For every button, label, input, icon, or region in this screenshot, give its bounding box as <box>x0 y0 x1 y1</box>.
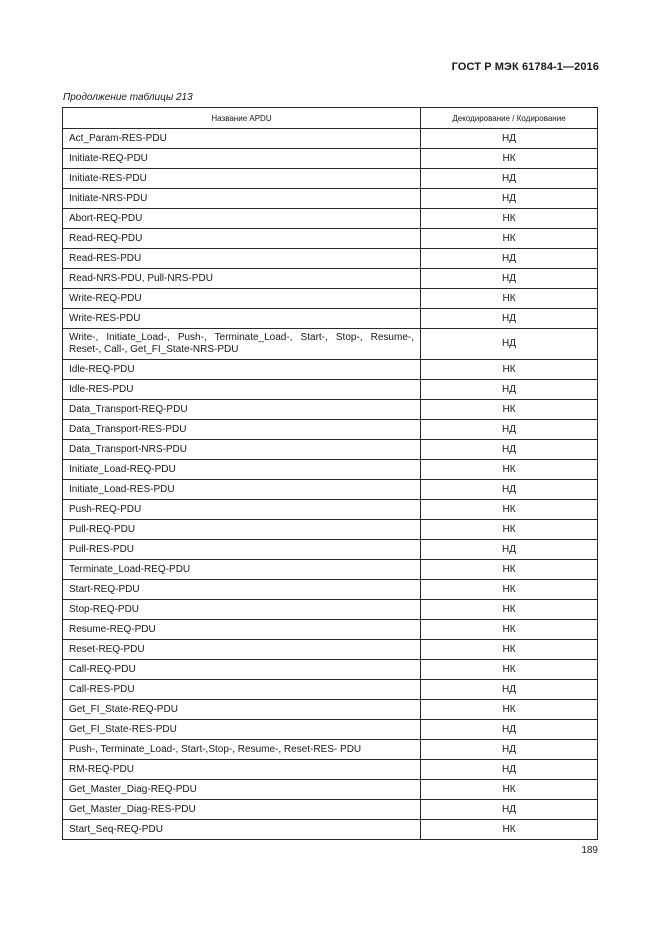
apdu-name-cell: Get_FI_State-REQ-PDU <box>63 700 421 720</box>
table-row <box>63 420 598 440</box>
apdu-name-cell: Initiate-NRS-PDU <box>63 189 421 209</box>
table-row <box>63 720 598 740</box>
table-row <box>63 269 598 289</box>
apdu-name-cell: Write-RES-PDU <box>63 309 421 329</box>
table-row <box>63 129 598 149</box>
coding-cell: НД <box>421 309 598 329</box>
table-row <box>63 309 598 329</box>
apdu-name-cell: Abort-REQ-PDU <box>63 209 421 229</box>
apdu-name-cell: Call-REQ-PDU <box>63 660 421 680</box>
table-row <box>63 500 598 520</box>
coding-cell: НД <box>421 440 598 460</box>
coding-cell: НД <box>421 169 598 189</box>
coding-cell: НК <box>421 780 598 800</box>
table-row <box>63 480 598 500</box>
apdu-name-cell: Push-REQ-PDU <box>63 500 421 520</box>
apdu-name-cell: Start-REQ-PDU <box>63 580 421 600</box>
coding-cell: НК <box>421 209 598 229</box>
coding-cell: НК <box>421 560 598 580</box>
table-row <box>63 800 598 820</box>
apdu-name-cell: Write-, Initiate_Load-, Push-, Terminate_Load-, Start-, Stop-, Resume-, Reset-, Call-, Get_FI_State-NRS-PDU <box>63 329 421 360</box>
table-row <box>63 680 598 700</box>
apdu-name-cell: Push-, Terminate_Load-, Start-,Stop-, Resume-, Reset-RES- PDU <box>63 740 421 760</box>
coding-cell: НД <box>421 540 598 560</box>
coding-cell: НД <box>421 189 598 209</box>
apdu-name-cell: Pull-RES-PDU <box>63 540 421 560</box>
coding-cell: НК <box>421 660 598 680</box>
coding-cell: НК <box>421 289 598 309</box>
coding-cell: НД <box>421 269 598 289</box>
apdu-name-cell: Idle-REQ-PDU <box>63 360 421 380</box>
table-row <box>63 169 598 189</box>
coding-cell: НД <box>421 800 598 820</box>
table-row <box>63 600 598 620</box>
coding-cell: НД <box>421 380 598 400</box>
table-header-row <box>63 108 598 129</box>
coding-cell: НК <box>421 700 598 720</box>
page-number: 189 <box>581 845 598 856</box>
coding-cell: НД <box>421 249 598 269</box>
coding-cell: НК <box>421 520 598 540</box>
table-row <box>63 700 598 720</box>
coding-cell: НД <box>421 720 598 740</box>
table-row <box>63 620 598 640</box>
coding-cell: НД <box>421 760 598 780</box>
apdu-name-cell: Initiate-REQ-PDU <box>63 149 421 169</box>
table-row <box>63 329 598 360</box>
apdu-table <box>62 107 598 840</box>
table-row <box>63 209 598 229</box>
table-row <box>63 780 598 800</box>
table-row <box>63 540 598 560</box>
column-header-apdu-name: Название APDU <box>63 108 421 129</box>
apdu-name-cell: Data_Transport-RES-PDU <box>63 420 421 440</box>
apdu-name-cell: Data_Transport-REQ-PDU <box>63 400 421 420</box>
coding-cell: НД <box>421 129 598 149</box>
table-row <box>63 440 598 460</box>
apdu-name-cell: Initiate_Load-REQ-PDU <box>63 460 421 480</box>
coding-cell: НК <box>421 620 598 640</box>
table-row <box>63 460 598 480</box>
apdu-name-cell: RM-REQ-PDU <box>63 760 421 780</box>
apdu-name-cell: Initiate_Load-RES-PDU <box>63 480 421 500</box>
document-standard-header: ГОСТ Р МЭК 61784-1—2016 <box>451 61 599 73</box>
apdu-name-cell: Stop-REQ-PDU <box>63 600 421 620</box>
apdu-name-cell: Call-RES-PDU <box>63 680 421 700</box>
apdu-name-cell: Start_Seq-REQ-PDU <box>63 820 421 840</box>
coding-cell: НД <box>421 480 598 500</box>
coding-cell: НД <box>421 329 598 360</box>
apdu-name-cell: Get_Master_Diag-REQ-PDU <box>63 780 421 800</box>
coding-cell: НК <box>421 360 598 380</box>
coding-cell: НД <box>421 420 598 440</box>
apdu-name-cell: Write-REQ-PDU <box>63 289 421 309</box>
coding-cell: НК <box>421 400 598 420</box>
apdu-name-cell: Idle-RES-PDU <box>63 380 421 400</box>
table-row <box>63 360 598 380</box>
table-row <box>63 560 598 580</box>
coding-cell: НК <box>421 600 598 620</box>
table-row <box>63 289 598 309</box>
apdu-name-cell: Read-NRS-PDU, Pull-NRS-PDU <box>63 269 421 289</box>
column-header-coding: Декодирование / Кодирование <box>421 108 598 129</box>
apdu-name-cell: Terminate_Load-REQ-PDU <box>63 560 421 580</box>
apdu-name-cell: Reset-REQ-PDU <box>63 640 421 660</box>
apdu-name-cell: Read-RES-PDU <box>63 249 421 269</box>
apdu-name-cell: Act_Param-RES-PDU <box>63 129 421 149</box>
table-row <box>63 660 598 680</box>
table-row <box>63 400 598 420</box>
coding-cell: НК <box>421 820 598 840</box>
coding-cell: НК <box>421 640 598 660</box>
apdu-name-cell: Data_Transport-NRS-PDU <box>63 440 421 460</box>
table-row <box>63 189 598 209</box>
coding-cell: НК <box>421 460 598 480</box>
table-row <box>63 640 598 660</box>
coding-cell: НК <box>421 229 598 249</box>
table-caption: Продолжение таблицы 213 <box>63 92 193 103</box>
coding-cell: НК <box>421 500 598 520</box>
apdu-name-cell: Pull-REQ-PDU <box>63 520 421 540</box>
table-row <box>63 229 598 249</box>
table-row <box>63 820 598 840</box>
coding-cell: НК <box>421 580 598 600</box>
table-row <box>63 760 598 780</box>
coding-cell: НК <box>421 149 598 169</box>
table-body <box>63 129 598 840</box>
table-row <box>63 149 598 169</box>
apdu-name-cell: Resume-REQ-PDU <box>63 620 421 640</box>
table-row <box>63 520 598 540</box>
table-row <box>63 580 598 600</box>
table-row <box>63 380 598 400</box>
coding-cell: НД <box>421 680 598 700</box>
apdu-name-cell: Get_FI_State-RES-PDU <box>63 720 421 740</box>
table-row <box>63 249 598 269</box>
apdu-name-cell: Get_Master_Diag-RES-PDU <box>63 800 421 820</box>
apdu-name-cell: Read-REQ-PDU <box>63 229 421 249</box>
apdu-name-cell: Initiate-RES-PDU <box>63 169 421 189</box>
table-row <box>63 740 598 760</box>
coding-cell: НД <box>421 740 598 760</box>
